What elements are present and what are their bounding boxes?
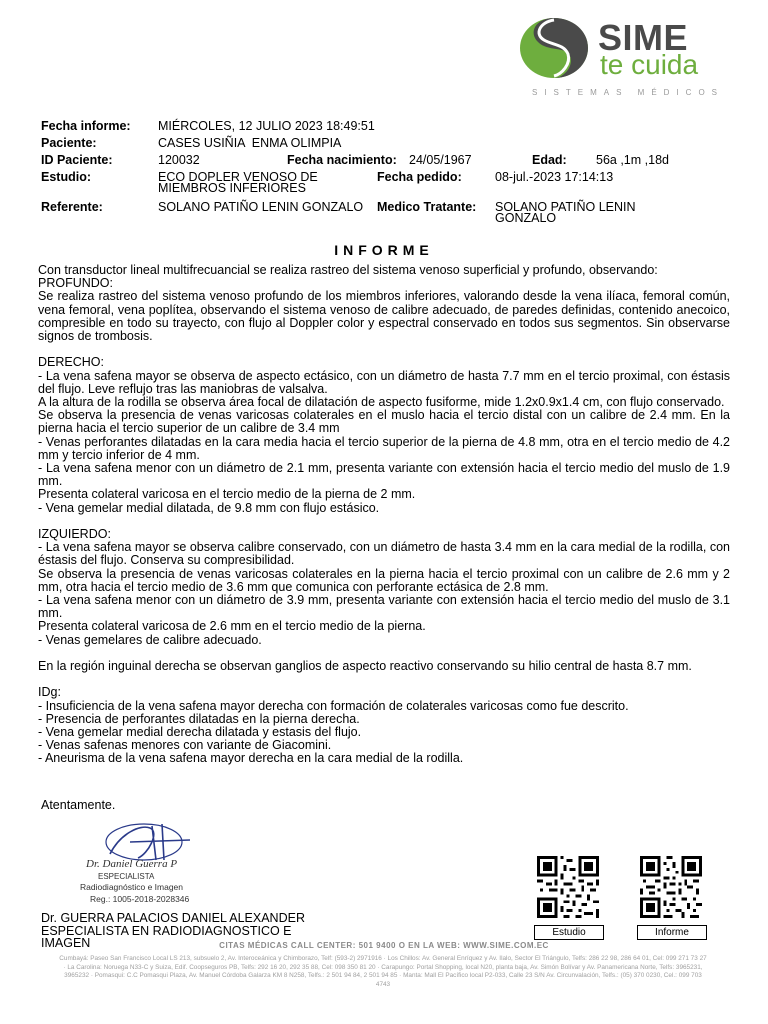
fecha-informe-value: MIÉRCOLES, 12 JULIO 2023 18:49:51	[158, 119, 375, 133]
medico-tratante-value: SOLANO PATIÑO LENIN GONZALO	[495, 200, 636, 225]
stamp-role: ESPECIALISTA	[98, 872, 155, 881]
paciente-value: CASES USIÑIA ENMA OLIMPIA	[158, 136, 342, 150]
brand-subtitle: SISTEMAS MÉDICOS	[532, 88, 725, 97]
fecha-informe-label: Fecha informe:	[41, 119, 131, 133]
id-paciente-label: ID Paciente:	[41, 153, 113, 167]
estudio-label: Estudio:	[41, 170, 91, 184]
edad-value: 56a ,1m ,18d	[596, 153, 669, 167]
edad-label: Edad:	[532, 153, 567, 167]
sime-logo-mark	[518, 16, 590, 80]
referente-value: SOLANO PATIÑO LENIN GONZALO	[158, 200, 364, 214]
doctor-name: Dr. GUERRA PALACIOS DANIEL ALEXANDER	[41, 911, 305, 925]
izquierdo-item: Presenta colateral varicosa de 2.6 mm en el tercio medio de la pierna.	[38, 619, 426, 634]
derecho-item: Presenta colateral varicosa en el tercio medio de la pierna de 2 mm.	[38, 487, 416, 502]
inguinal-text: En la región inguinal derecha se observan ganglios de aspecto reactivo conservando su hilio central de hasta 8.7 mm.	[38, 659, 692, 674]
fecha-pedido-value: 08-jul.-2023 17:14:13	[495, 170, 614, 184]
call-center-text: CITAS MÉDICAS CALL CENTER: 501 9400 O EN LA WEB: WWW.SIME.COM.EC	[219, 941, 549, 950]
profundo-heading: PROFUNDO:	[38, 276, 113, 291]
stamp-registration: Reg.: 1005-2018-2028346	[90, 894, 190, 904]
idg-item: - Insuficiencia de la vena safena mayor derecha con formación de colaterales varicosas como fue descrito.	[38, 698, 629, 713]
id-paciente-value: 120032	[158, 153, 200, 167]
qr-informe-label: Informe	[637, 925, 707, 940]
estudio-value: ECO DOPLER VENOSO DE MIEMBROS INFERIORES	[158, 170, 318, 195]
derecho-item: - Venas perforantes dilatadas en la cara media hacia el tercio superior de la pierna de 4.8 mm, otra en el tercio medio de 4.2 mm y tercio inferior de 4 mm.	[38, 434, 730, 462]
profundo-text: Se realiza rastreo del sistema venoso profundo de los miembros inferiores, valorando desde la vena ilíaca, femoral común, vena femoral, vena poplítea, observando el sistema venoso de calibre adecuado, de paredes definidas, contenido anecoico, compresible en todo su trayecto, con flujo al Doppler color y espectral conservado en todos sus segmentos. Sin observarse signos de trombosis.	[38, 289, 730, 344]
fecha-nacimiento-value: 24/05/1967	[409, 153, 472, 167]
idg-item: - Vena gemelar medial derecha dilatada y estasis del flujo.	[38, 725, 362, 740]
izquierdo-item: - La vena safena menor con un diámetro de 3.9 mm, presenta variante con extensión hacia el tercio medio del muslo de 3.1 mm.	[38, 593, 730, 621]
paciente-label: Paciente:	[41, 136, 97, 150]
qr-informe-block	[640, 856, 707, 940]
brand-tagline: te cuida	[600, 49, 699, 80]
referente-label: Referente:	[41, 200, 103, 214]
qr-code-estudio[interactable]	[537, 856, 599, 918]
report-body	[38, 264, 730, 766]
fecha-pedido-label: Fecha pedido:	[377, 170, 462, 184]
doctor-title: ESPECIALISTA EN RADIODIAGNOSTICO E IMAGEN	[41, 923, 292, 950]
derecho-item: - La vena safena menor con un diámetro de 2.1 mm, presenta variante con extensión hacia el tercio medio del muslo de 1.9 mm.	[38, 461, 730, 489]
medico-tratante-label: Medico Tratante:	[377, 200, 477, 214]
stamp-specialty: Radiodiagnóstico e Imagen	[80, 882, 184, 892]
fecha-nacimiento-label: Fecha nacimiento:	[287, 153, 397, 167]
brand-name: SIME	[598, 17, 689, 58]
izquierdo-item: - La vena safena mayor se observa calibre conservado, con un diámetro de hasta 3.4 mm en la cara medial de la rodilla, con éstasis del flujo. Conserva su compresibilidad.	[38, 540, 730, 568]
derecho-item: - La vena safena mayor se observa de aspecto ectásico, con un diámetro de hasta 7.7 mm en el tercio proximal, con éstasis del flujo. Leve reflujo tras las maniobras de valsalva.	[38, 368, 730, 396]
footer-addresses: Cumbayá: Paseo San Francisco Local LS 213, subsuelo 2, Av. Interoceánica y Chimborazo, Telf: (593-2) 2971916 · Los Chillos: Av. General Enríquez y Av. Ilalo, Sector El Triángulo, Telfs: 286 22 98, 286 64 01, Cel: 099 271 73 27 · La Carolina: Noruega N33-C y Suiza, Edif. Coopseguros PB, Telfs: 292 16 20, 292 35 88, Cel: 098 350 81 20 · Carapungo: Portal Shopping, local N20, planta baja, Av. Simón Bolívar y Av. Panamericana Norte, Telfs: 3965231, 3965232 · Pomasqui: C.C Pomasqui Plaza, Av. Manuel Córdoba Galarza KM 8 N258, Telfs.: 2 501 94 84, 2 501 94 85 · Manta: Mall El Pacífico local P2-033, Calle 23 S/N Av. Circunvalación, Telfs.: (05) 370 0230, Cel.: 099 703 4743	[59, 955, 707, 988]
qr-code-informe[interactable]	[640, 856, 702, 918]
derecho-item: Se observa la presencia de venas varicosas colaterales en el muslo hacia el tercio distal con un calibre de 2.4 mm. En la pierna hacia el tercio superior de un calibre de 3.4 mm	[38, 408, 730, 436]
signature-stamp	[40, 810, 235, 910]
izquierdo-heading: IZQUIERDO:	[38, 527, 111, 542]
intro-text: Con transductor lineal multifrecuancial se realiza rastreo del sistema venoso superficial y profundo, observando:	[38, 263, 658, 277]
derecho-heading: DERECHO:	[38, 355, 104, 370]
report-title: INFORME	[334, 242, 434, 258]
qr-estudio-block	[537, 856, 604, 940]
derecho-item: - Vena gemelar medial dilatada, de 9.8 mm con flujo estásico.	[38, 500, 380, 515]
idg-item: - Venas safenas menores con variante de Giacomini.	[38, 738, 332, 753]
closing-text: Atentamente.	[41, 798, 116, 812]
idg-item: - Aneurisma de la vena safena mayor derecha en la cara medial de la rodilla.	[38, 751, 464, 766]
qr-estudio-label: Estudio	[534, 925, 604, 940]
derecho-item: A la altura de la rodilla se observa área focal de dilatación de aspecto fusiforme, mide 1.2x0.9x1.4 cm, con flujo conservado.	[38, 395, 725, 410]
izquierdo-item: - Venas gemelares de calibre adecuado.	[38, 632, 262, 647]
idg-item: - Presencia de perforantes dilatadas en la pierna derecha.	[38, 711, 360, 726]
izquierdo-item: Se observa la presencia de venas varicosas colaterales en la pierna hacia el tercio proximal con un calibre de 2.6 mm y 2 mm, otra hacia el tercio medio de 3.6 mm que comunica con perforante ectásica de 2.8 mm.	[38, 566, 730, 594]
idg-heading: IDg:	[38, 685, 61, 700]
stamp-name: Dr. Daniel Guerra P	[86, 858, 178, 870]
